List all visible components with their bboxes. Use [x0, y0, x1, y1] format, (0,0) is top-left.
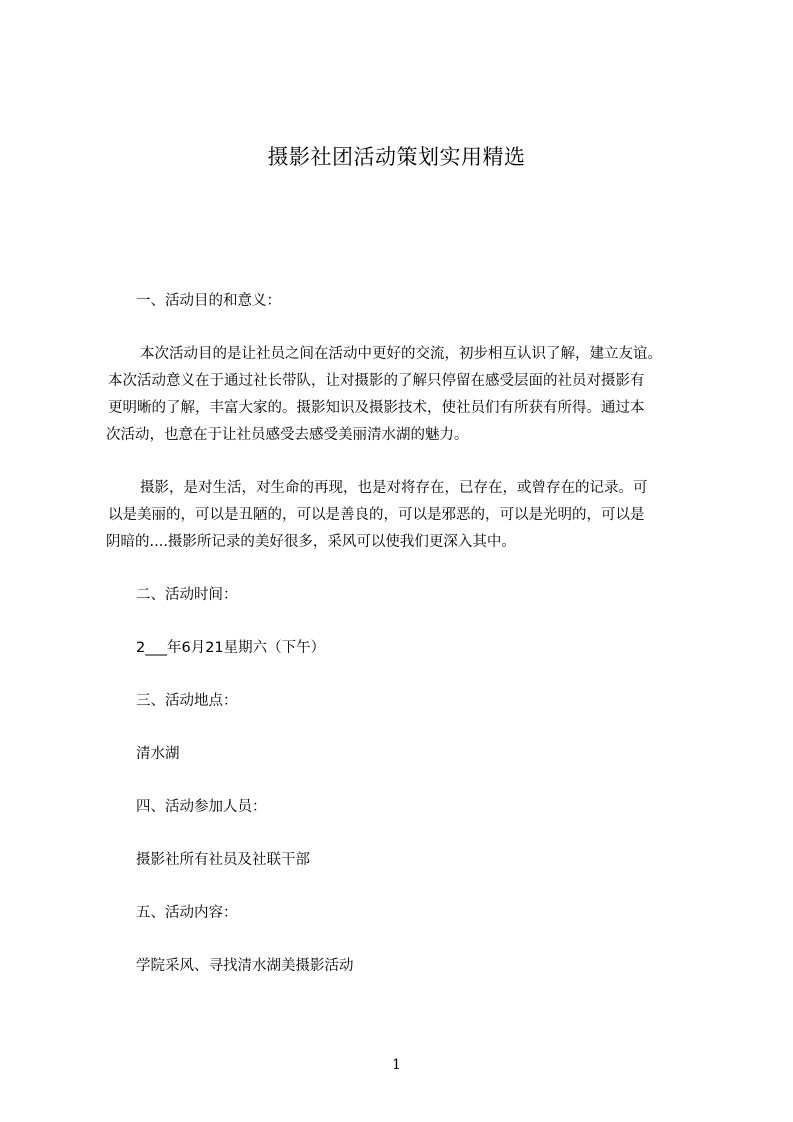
paragraph-line: 阴暗的....摄影所记录的美好很多，采风可以使我们更深入其中。	[106, 534, 516, 550]
activity-content-value: 学院采风、寻找清水湖美摄影活动	[136, 958, 354, 974]
document-title: 摄影社团活动策划实用精选	[267, 145, 526, 169]
activity-time-value: 2___年6月21星期六（下午）	[136, 640, 326, 656]
participants-value: 摄影社所有社员及社联干部	[136, 852, 310, 868]
section-heading-location: 三、活动地点：	[136, 693, 238, 709]
section-heading-content: 五、活动内容：	[136, 905, 238, 921]
activity-location-value: 清水湖	[136, 746, 180, 762]
section-heading-time: 二、活动时间：	[136, 587, 238, 603]
paragraph-line: 本次活动目的是让社员之间在活动中更好的交流，初步相互认识了解，建立友谊。	[140, 346, 662, 362]
page-number: 1	[392, 1057, 401, 1073]
paragraph-line: 更明晰的了解，丰富大家的。摄影知识及摄影技术，使社员们有所获有所得。通过本	[108, 400, 645, 416]
paragraph-line: 次活动，也意在于让社员感受去感受美丽清水湖的魅力。	[106, 427, 469, 443]
paragraph-line: 摄影，是对生活，对生命的再现，也是对将存在，已存在，或曾存在的记录。可	[140, 480, 648, 496]
paragraph-line: 以是美丽的，可以是丑陋的，可以是善良的，可以是邪恶的，可以是光明的，可以是	[108, 507, 645, 523]
paragraph-line: 本次活动意义在于通过社长带队，让对摄影的了解只停留在感受层面的社员对摄影有	[108, 373, 645, 389]
section-heading-participants: 四、活动参加人员：	[136, 799, 267, 815]
section-heading-purpose: 一、活动目的和意义：	[136, 293, 281, 309]
